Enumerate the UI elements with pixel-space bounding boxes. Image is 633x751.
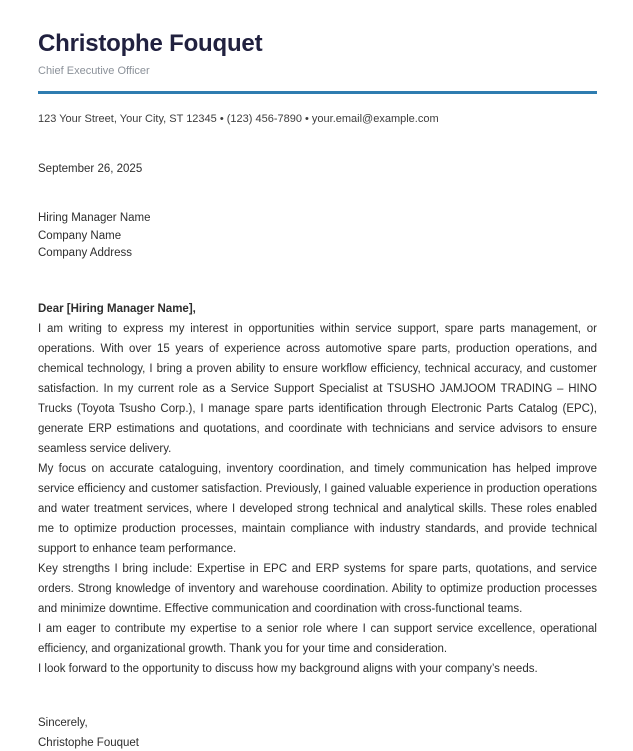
body-paragraph-2: My focus on accurate cataloguing, inventory coordination, and timely communication has helped improve service efficiency and customer satisfaction. Previously, I gained valuable experience in production operations and water treatment services, where I developed strong technical and analytical skills. These roles enabled me to optimize production processes, maintain compliance with industry standards, and provide technical support to enhance team performance.	[38, 462, 597, 555]
letter-date: September 26, 2025	[38, 163, 143, 175]
applicant-job-title: Chief Executive Officer	[38, 65, 150, 77]
closing-block	[38, 713, 597, 751]
body-paragraph-5: I look forward to the opportunity to discuss how my background aligns with your company’s needs.	[38, 662, 538, 675]
signature-name: Christophe Fouquet	[38, 736, 140, 749]
recipient-block	[38, 210, 597, 263]
contact-info-line: 123 Your Street, Your City, ST 12345 • (123) 456-7890 • your.email@example.com	[38, 113, 439, 125]
body-paragraph-1: I am writing to express my interest in opportunities within service support, spare parts management, or operations. With over 15 years of experience across automotive spare parts, production operations, and chemical technology, I bring a proven ability to ensure workflow efficiency, technical accuracy, and customer satisfaction. In my current role as a Service Support Specialist at TSUSHO JAMJOOM TRADING – HINO Trucks (Toyota Tsusho Corp.), I manage spare parts identification through Electronic Parts Catalog (EPC), generate ERP estimations and quotations, and coordinate with technicians and service advisors to ensure seamless service delivery.	[38, 322, 597, 455]
letter-body	[38, 299, 597, 679]
closing-salutation: Sincerely,	[38, 716, 88, 729]
body-paragraph-4: I am eager to contribute my expertise to a senior role where I can support service excellence, operational efficiency, and organizational growth. Thank you for your time and consideration.	[38, 622, 597, 655]
recipient-company-address: Company Address	[38, 247, 132, 259]
letterhead	[38, 30, 597, 126]
recipient-hiring-manager: Hiring Manager Name	[38, 212, 151, 224]
header-divider-rule	[38, 91, 597, 94]
applicant-name: Christophe Fouquet	[38, 30, 263, 57]
salutation: Dear [Hiring Manager Name],	[38, 302, 196, 315]
body-paragraph-3: Key strengths I bring include: Expertise in EPC and ERP systems for spare parts, quotations, and service orders. Strong knowledge of inventory and warehouse coordination. Ability to optimize production processes and minimize downtime. Effective communication and coordination with cross-functional teams.	[38, 562, 597, 615]
recipient-company-name: Company Name	[38, 229, 122, 242]
